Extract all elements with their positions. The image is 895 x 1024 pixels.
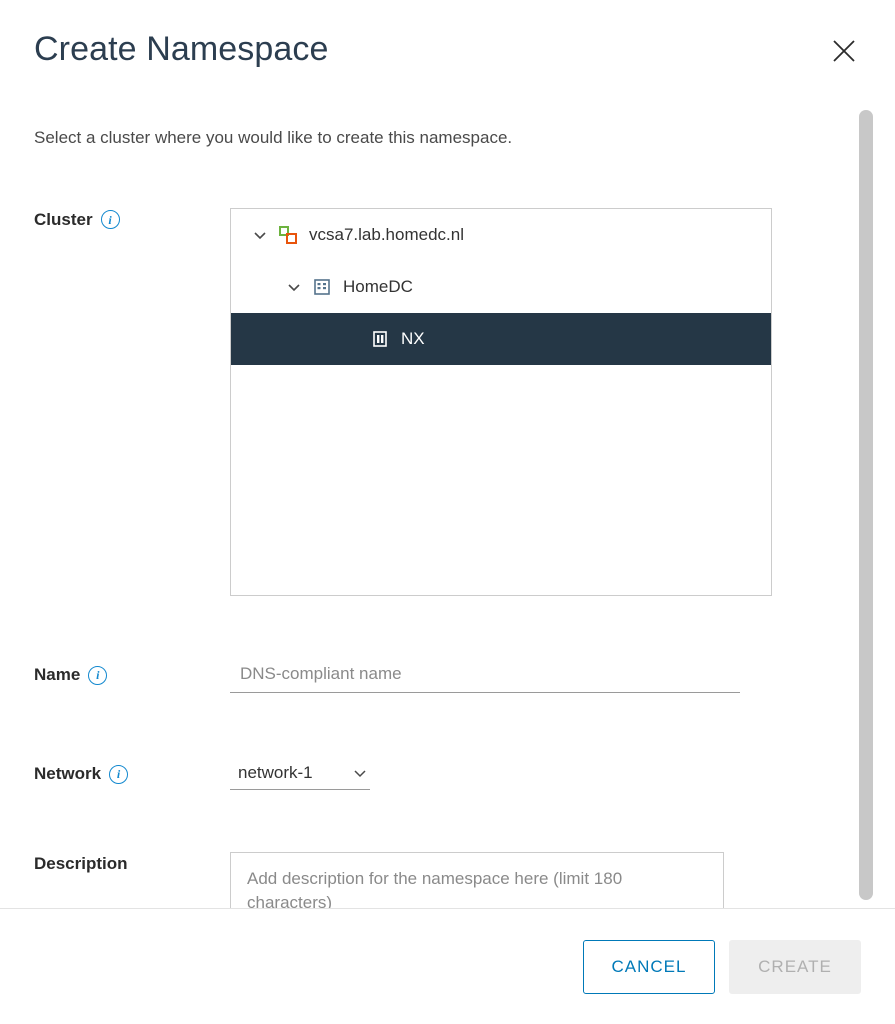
description-label-text: Description bbox=[34, 853, 128, 873]
tree-node-vcenter[interactable] bbox=[231, 209, 771, 261]
chevron-down-icon[interactable] bbox=[247, 227, 273, 243]
description-row bbox=[34, 852, 861, 908]
dialog-body bbox=[0, 100, 895, 908]
tree-node-label: NX bbox=[401, 328, 425, 348]
datacenter-icon bbox=[307, 277, 337, 297]
scrollbar-thumb[interactable] bbox=[859, 110, 873, 900]
cluster-tree[interactable] bbox=[230, 208, 772, 596]
tree-node-cluster-nx[interactable] bbox=[231, 313, 771, 365]
name-row bbox=[34, 658, 861, 693]
cancel-button[interactable]: CANCEL bbox=[583, 940, 715, 994]
create-button[interactable]: CREATE bbox=[729, 940, 861, 994]
close-icon[interactable] bbox=[827, 34, 861, 68]
chevron-down-icon bbox=[352, 765, 368, 781]
chevron-down-icon[interactable] bbox=[281, 279, 307, 295]
cluster-row bbox=[34, 208, 861, 596]
tree-node-label: vcsa7.lab.homedc.nl bbox=[309, 224, 464, 244]
tree-node-label: HomeDC bbox=[343, 276, 413, 296]
info-icon[interactable]: i bbox=[109, 765, 128, 784]
cluster-label-text: Cluster bbox=[34, 209, 93, 229]
intro-text: Select a cluster where you would like to create this namespace. bbox=[34, 128, 513, 147]
description-textarea[interactable] bbox=[230, 852, 724, 908]
network-select-value: network-1 bbox=[238, 762, 313, 782]
description-label bbox=[34, 852, 230, 874]
info-icon[interactable]: i bbox=[101, 210, 120, 229]
name-label bbox=[34, 665, 230, 685]
cluster-icon bbox=[365, 329, 395, 349]
name-input[interactable] bbox=[230, 658, 740, 693]
page-title: Create Namespace bbox=[34, 30, 329, 69]
dialog-footer bbox=[0, 908, 895, 1024]
network-select[interactable] bbox=[230, 759, 370, 790]
network-row bbox=[34, 759, 861, 790]
network-label bbox=[34, 764, 230, 784]
network-label-text: Network bbox=[34, 764, 102, 784]
info-icon[interactable]: i bbox=[88, 666, 107, 685]
cluster-label bbox=[34, 208, 230, 230]
name-label-text: Name bbox=[34, 665, 81, 685]
vcenter-icon bbox=[273, 225, 303, 245]
scrollbar[interactable] bbox=[859, 110, 873, 900]
tree-node-datacenter[interactable] bbox=[231, 261, 771, 313]
dialog-header bbox=[0, 0, 895, 100]
